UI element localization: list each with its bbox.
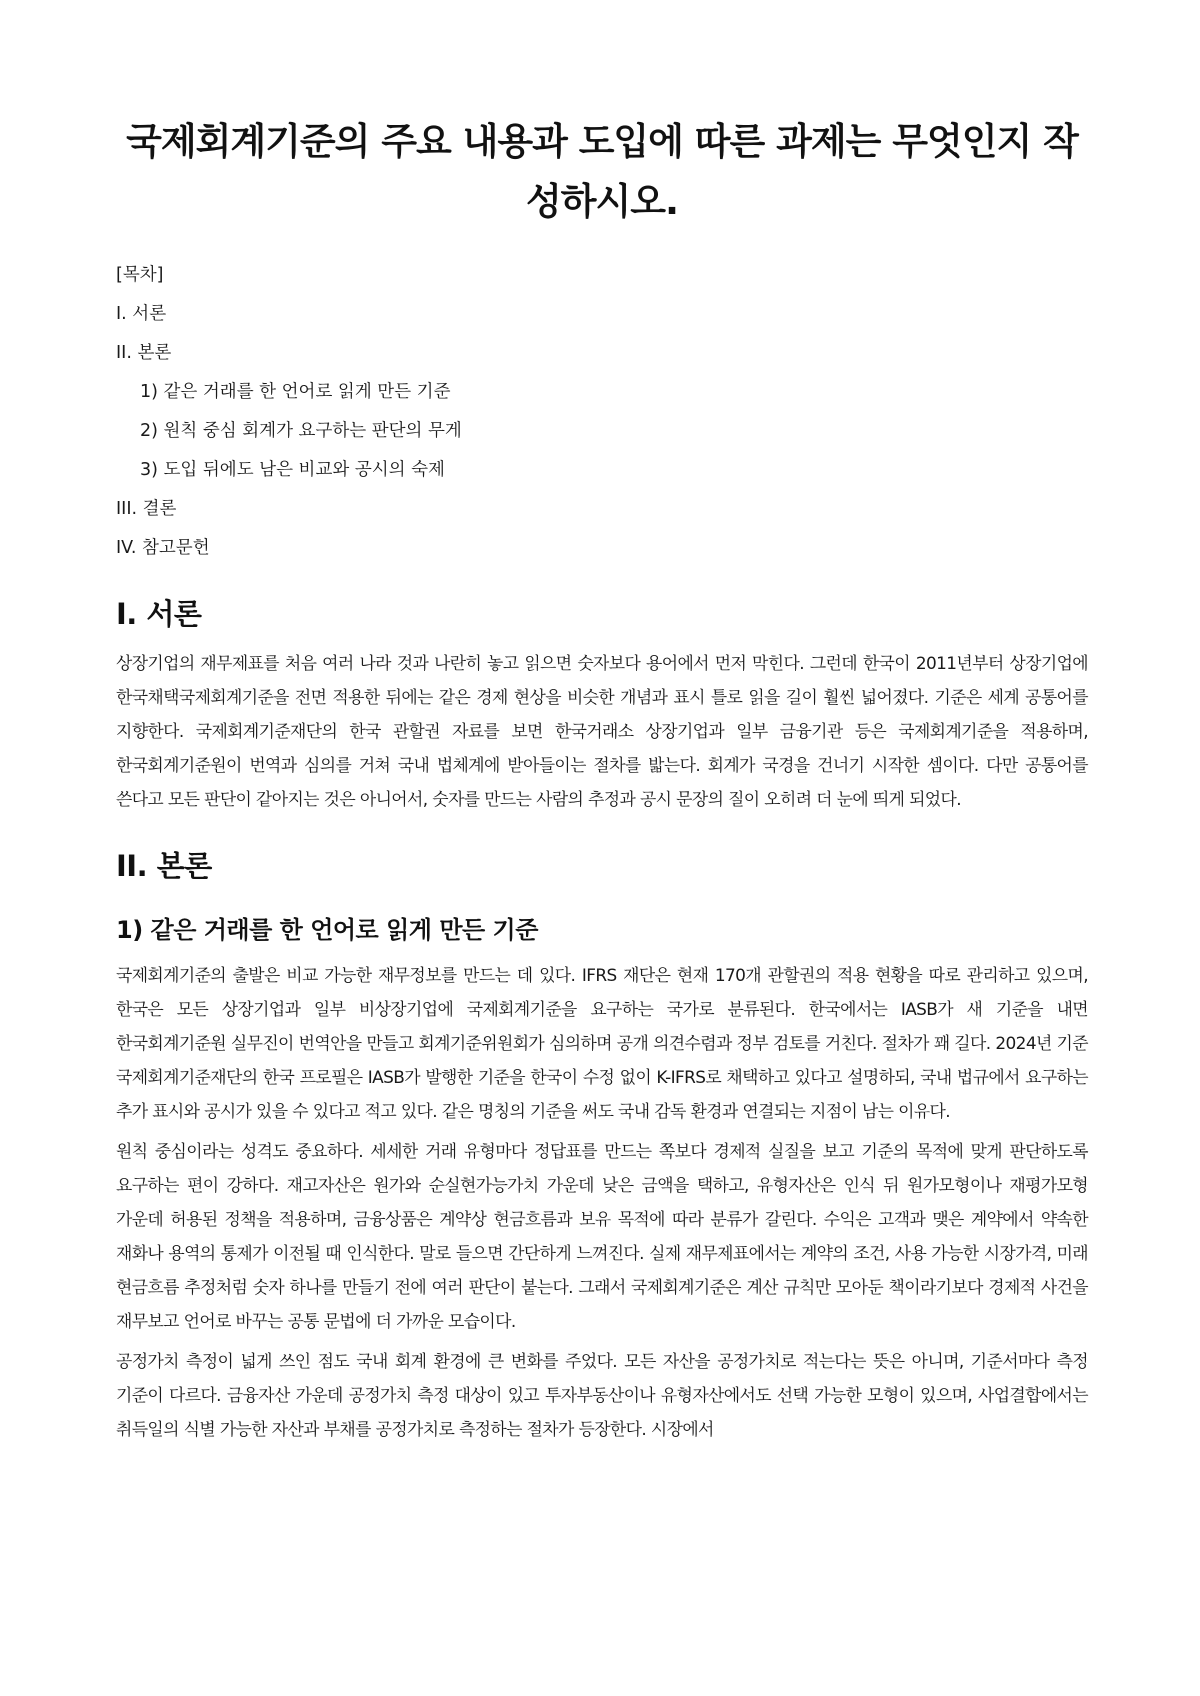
intro-paragraph: 상장기업의 재무제표를 처음 여러 나라 것과 나란히 놓고 읽으면 숫자보다 용어에서 먼저 막힌다. 그런데 한국이 2011년부터 상장기업에 한국채택국제회계기준을 전면 적용한 뒤에는 같은 경제 현상을 비슷한 개념과 표시 틀로 읽을 길이 훨씬 넓어졌다. 기준은 세계 공통어를 지향한다. 국제회계기준재단의 한국 관할권 자료를 보면 한국거래소 상장기업과 일부 금융기관 등은 국제회계기준을 적용하며, 한국회계기준원이 번역과 심의를 거쳐 국내 법체계에 받아들이는 절차를 밟는다. 회계가 국경을 건너기 시작한 셈이다. 다만 공통어를 쓴다고 모든 판단이 같아지는 것은 아니어서, 숫자를 만드는 사람의 추정과 공시 문장의 질이 오히려 더 눈에 띄게 되었다. (116, 653, 1088, 809)
body-paragraph: 원칙 중심이라는 성격도 중요하다. 세세한 거래 유형마다 정답표를 만드는 쪽보다 경제적 실질을 보고 기준의 목적에 맞게 판단하도록 요구하는 편이 강하다. 재고자산은 원가와 순실현가능가치 가운데 낮은 금액을 택하고, 유형자산은 인식 뒤 원가모형이나 재평가모형 가운데 허용된 정책을 적용하며, 금융상품은 계약상 현금흐름과 보유 목적에 따라 분류가 갈린다. 수익은 고객과 맺은 계약에서 약속한 재화나 용역의 통제가 이전될 때 인식한다. 말로 들으면 간단하게 느껴진다. 실제 재무제표에서는 계약의 조건, 사용 가능한 시장가격, 미래 현금흐름 추정처럼 숫자 하나를 만들기 전에 여러 판단이 붙는다. 그래서 국제회계기준은 계산 규칙만 모아둔 책이라기보다 경제적 사건을 재무보고 언어로 바꾸는 공통 문법에 더 가까운 모습이다. (116, 1141, 1088, 1331)
toc-subitem-3: 3) 도입 뒤에도 남은 비교와 공시의 숙제 (140, 460, 445, 480)
section-heading-body: II. 본론 (116, 849, 212, 883)
body-paragraph: 공정가치 측정이 넓게 쓰인 점도 국내 회계 환경에 큰 변화를 주었다. 모든 자산을 공정가치로 적는다는 뜻은 아니며, 기준서마다 측정 기준이 다르다. 금융자산 가운데 공정가치 측정 대상이 있고 투자부동산이나 유형자산에서도 선택 가능한 모형이 있으며, 사업결합에서는 취득일의 식별 가능한 자산과 부채를 공정가치로 측정하는 절차가 등장한다. 시장에서 (116, 1351, 1088, 1439)
section-heading-intro: I. 서론 (116, 597, 202, 631)
toc-heading: [목차] (116, 265, 164, 285)
toc-item-references: IV. 참고문헌 (116, 538, 210, 558)
toc-item-body: II. 본론 (116, 343, 172, 363)
table-of-contents (116, 256, 1088, 568)
toc-subitem-1: 1) 같은 거래를 한 언어로 읽게 만든 기준 (140, 382, 451, 402)
document-title: 국제회계기준의 주요 내용과 도입에 따른 과제는 무엇인지 작성하시오. (126, 120, 1078, 223)
body-paragraph: 국제회계기준의 출발은 비교 가능한 재무정보를 만드는 데 있다. IFRS 재단은 현재 170개 관할권의 적용 현황을 따로 관리하고 있으며, 한국은 모든 상장기업과 일부 비상장기업에 국제회계기준을 요구하는 국가로 분류된다. 한국에서는 IASB가 새 기준을 내면 한국회계기준원 실무진이 번역안을 만들고 회계기준위원회가 심의하며 공개 의견수렴과 정부 검토를 거친다. 절차가 꽤 길다. 2024년 기준 국제회계기준재단의 한국 프로필은 IASB가 발행한 기준을 한국이 수정 없이 K-IFRS로 채택하고 있다고 설명하되, 국내 법규에서 요구하는 추가 표시와 공시가 있을 수 있다고 적고 있다. 같은 명칭의 기준을 써도 국내 감독 환경과 연결되는 지점이 남는 이유다. (116, 965, 1088, 1121)
toc-item-intro: I. 서론 (116, 304, 167, 324)
toc-subitem-2: 2) 원칙 중심 회계가 요구하는 판단의 무게 (140, 421, 462, 441)
toc-item-conclusion: III. 결론 (116, 499, 177, 519)
subsection-heading-1: 1) 같은 거래를 한 언어로 읽게 만든 기준 (116, 916, 538, 944)
